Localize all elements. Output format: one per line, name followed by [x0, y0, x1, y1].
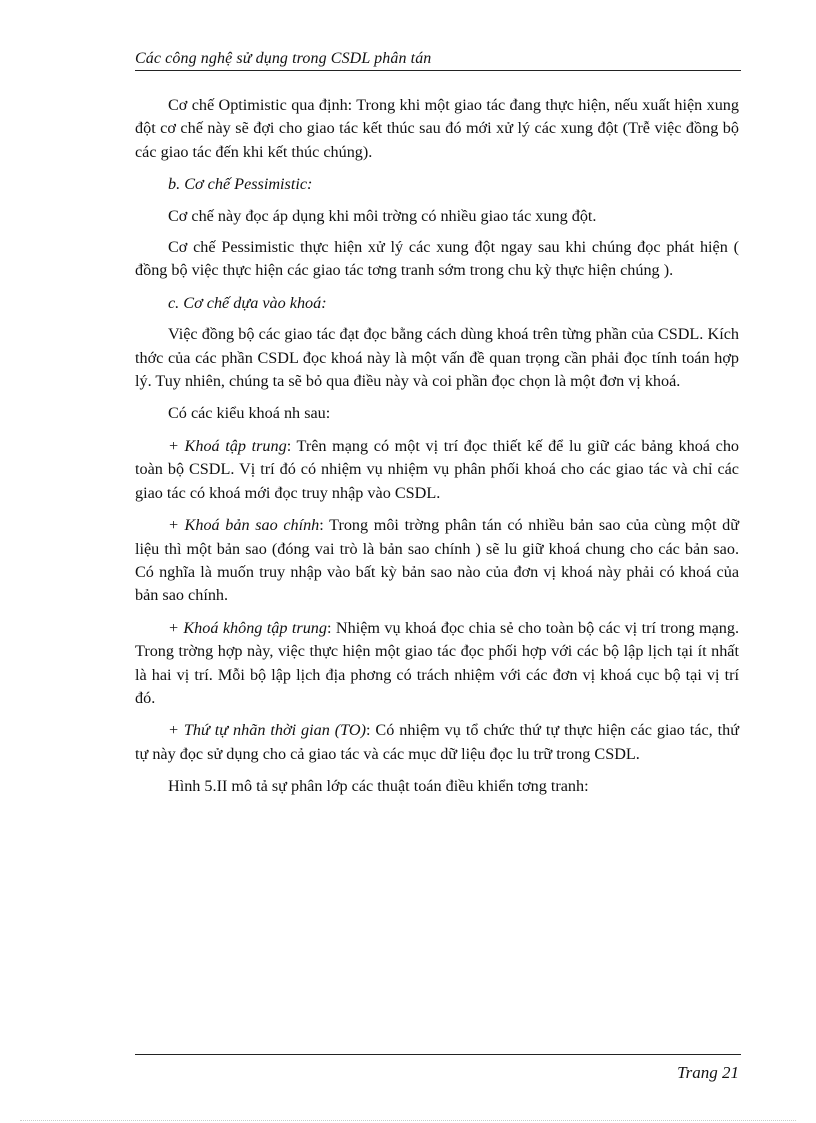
- page-bottom-divider: [20, 1120, 796, 1122]
- paragraph-pessimistic-desc: Cơ chế Pessimistic thực hiện xử lý các xung đột ngay sau khi chúng đọc phát hiện ( đồng bộ việc thực hiện các giao tác tơng tranh sớm trong chu kỳ thực hiện chúng ).: [135, 238, 739, 280]
- page-number: Trang 21: [677, 1063, 739, 1082]
- paragraph-lock-types-intro: Có các kiểu khoá nh sau:: [168, 404, 331, 423]
- distributed-lock-text: : Nhiệm vụ khoá đọc chia sẻ cho toàn bộ các vị trí trong mạng. Trong trờng hợp này, việc thực hiện một giao tác đọc phối hợp với các bộ lập lịch tại ít nhất là hai vị trí. Mỗi bộ lập lịch địa phơng có trách nhiệm với các đơn vị khoá cục bộ tại vị trí đó.: [135, 618, 739, 707]
- paragraph-pessimistic-usage: Cơ chế này đọc áp dụng khi môi trờng có nhiều giao tác xung đột.: [168, 206, 597, 225]
- heading-pessimistic: b. Cơ chế Pessimistic:: [168, 175, 313, 194]
- paragraph-figure-intro: Hình 5.II mô tả sự phân lớp các thuật toán điều khiển tơng tranh:: [168, 777, 589, 796]
- heading-lock-based: c. Cơ chế dựa vào khoá:: [168, 293, 327, 312]
- paragraph-timestamp-ordering: [135, 719, 739, 766]
- centralized-lock-label: + Khoá tập trung: [168, 436, 287, 455]
- page-header: [135, 48, 741, 71]
- paragraph-primary-copy-lock: [135, 514, 739, 608]
- page-content: [135, 94, 739, 808]
- timestamp-ordering-text: : Có nhiệm vụ tổ chức thứ tự thực hiện các giao tác, thứ tự này đọc sử dụng cho cả giao tác và các mục dữ liệu đọc lu trữ trong CSDL.: [135, 721, 739, 763]
- paragraph-centralized-lock: [135, 435, 739, 505]
- centralized-lock-text: : Trên mạng có một vị trí đọc thiết kế để lu giữ các bảng khoá cho toàn bộ CSDL. Vị trí đó có nhiệm vụ nhiệm vụ phân phối khoá cho các giao tác và chỉ các giao tác có khoá mới đọc truy nhập vào CSDL.: [135, 436, 740, 502]
- paragraph-lock-based: Việc đồng bộ các giao tác đạt đọc bằng cách dùng khoá trên từng phần của CSDL. Kích thớc của các phần CSDL đọc khoá này là một vấn đề quan trọng cần phải đọc tính toán hợp lý. Tuy nhiên, chúng ta sẽ bỏ qua điều này và coi phần đọc chọn là một đơn vị khoá.: [135, 325, 739, 391]
- paragraph-distributed-lock: [135, 617, 739, 711]
- distributed-lock-label: + Khoá không tập trung: [168, 618, 327, 637]
- primary-copy-lock-label: + Khoá bản sao chính: [168, 516, 320, 535]
- paragraph-optimistic: Cơ chế Optimistic qua định: Trong khi một giao tác đang thực hiện, nếu xuất hiện xung đột cơ chế này sẽ đợi cho giao tác kết thúc sau đó mới xử lý các xung đột (Trễ việc đồng bộ các giao tác đến khi kết thúc chúng).: [135, 96, 739, 161]
- timestamp-ordering-label: + Thứ tự nhãn thời gian (TO): [168, 721, 366, 740]
- primary-copy-lock-text: : Trong môi trờng phân tán có nhiều bản sao của cùng một dữ liệu thì một bản sao (đóng vai trò là bản sao chính ) sẽ lu giữ khoá chung cho các bản sao. Có nghĩa là muốn truy nhập vào bất kỳ bản sao nào của đơn vị khoá này phải có khoá của bản sao chính.: [135, 516, 739, 605]
- page-footer: [135, 1054, 741, 1085]
- header-title: Các công nghệ sử dụng trong CSDL phân tán: [135, 50, 432, 67]
